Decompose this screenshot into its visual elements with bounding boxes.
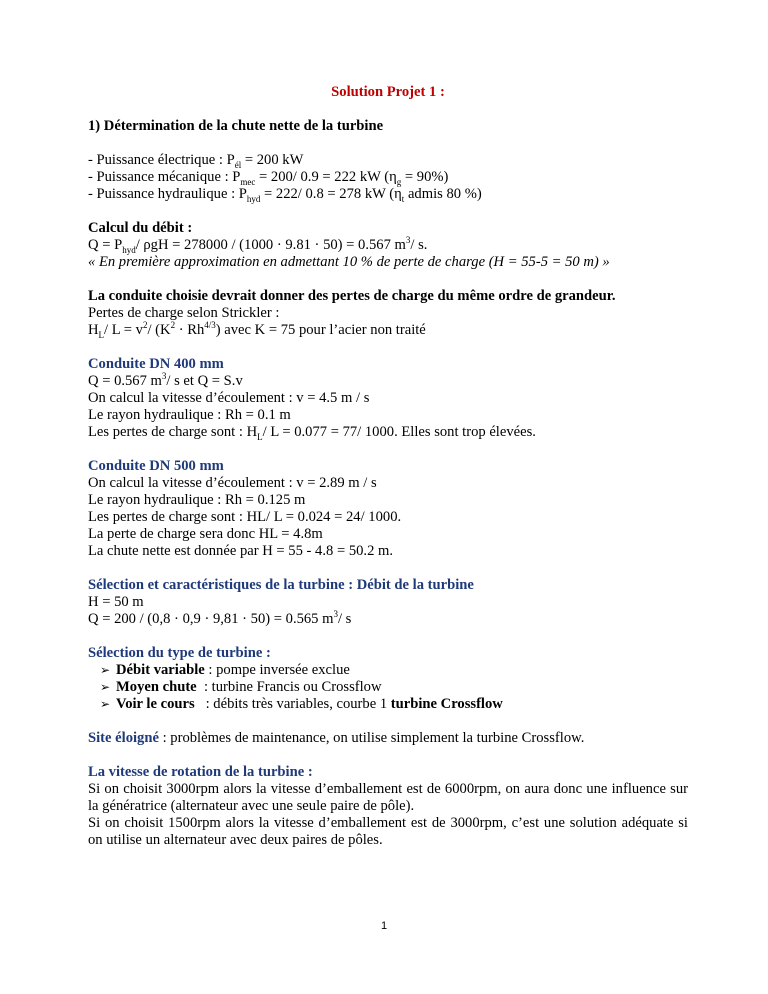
strickler-label: Pertes de charge selon Strickler : [88, 305, 280, 321]
section-heading-chute: 1) Détermination de la chute nette de la turbine [88, 118, 384, 134]
page-title: Solution Projet 1 : [331, 84, 445, 100]
debit-note: « En première approximation en admettant 10 % de perte de charge (H = 55-5 = 50 m) » [88, 254, 610, 270]
puissance-mecanique: - Puissance mécanique : $P_{mec} = 200/$ 0.9 = 222 kW $(\eta_g = 90\%)$ [88, 169, 449, 187]
puissance-electrique: - Puissance électrique : $P_{él} = 200$ kW [88, 152, 304, 170]
debit-heading: Calcul du débit : [88, 220, 193, 236]
dn400-heading: Conduite DN 400 mm [88, 356, 224, 372]
arrow-bullet-icon: ➢ [100, 663, 111, 677]
page-number: 1 [380, 920, 388, 932]
dn400-pertes: Les pertes de charge sont : $H_L/$ L = 0.077 = 77/ 1000. Elles sont trop élevées. [88, 424, 536, 442]
site-paragraph: Site éloigné : problèmes de maintenance, on utilise simplement la turbine Crossflow. [88, 730, 585, 746]
strickler-formula: $H_L/$ $L = v^2/$ $(K^2 \cdot Rh^{4/3})$ avec K = 75 pour l’acier non traité [88, 320, 426, 340]
dn500-vitesse: On calcul la vitesse d’écoulement : v = 2.89 m / s [88, 475, 377, 491]
list-item: ➢ Voir le cours : débits très variables, courbe 1 turbine Crossflow [100, 696, 503, 712]
selection-debit: Q = 200 / (0,8 · 0,9 · 9,81 · 50) = 0.565 $m^3/$ s [88, 609, 352, 627]
vitesse-paragraph-1: Si on choisit 3000rpm alors la vitesse d’emballement est de 6000rpm, on aura donc une influence sur la génératrice (alternateur avec une seule paire de pôle). [88, 781, 688, 814]
selection-chute: H = 50 m [88, 594, 144, 610]
vitesse-paragraph-2: Si on choisit 1500rpm alors la vitesse d’emballement est de 3000rpm, c’est une solution adéquate si on utilise un alternateur avec deux paires de pôles. [88, 815, 688, 848]
dn500-heading: Conduite DN 500 mm [88, 458, 224, 474]
site-label: Site éloigné [88, 730, 159, 746]
list-item: ➢ Débit variable : pompe inversée exclue [100, 662, 350, 678]
puissance-hydraulique: - Puissance hydraulique : $P_{hyd} = 222/$ 0.8 = 278 kW ($\eta_t$ admis 80 %) [88, 186, 482, 204]
dn400-rayon: Le rayon hydraulique : Rh = 0.1 m [88, 407, 291, 423]
dn400-debit: Q = 0.567 $m^3/$ s et Q = S.v [88, 371, 243, 389]
type-heading: Sélection du type de turbine : [88, 645, 271, 661]
conduite-heading: La conduite choisie devrait donner des pertes de charge du même ordre de grandeur. [88, 288, 616, 304]
vitesse-heading: La vitesse de rotation de la turbine : [88, 764, 313, 780]
arrow-bullet-icon: ➢ [100, 680, 111, 694]
debit-formula: $Q = P_{hyd}/$ ρgH = 278000 / (1000 · 9.81 · 50) = 0.567 $m^3/$ s. [88, 235, 428, 255]
selection-heading: Sélection et caractéristiques de la turbine : Débit de la turbine [88, 577, 474, 593]
dn500-chute-nette: La chute nette est donnée par H = 55 - 4.8 = 50.2 m. [88, 543, 394, 559]
document-page [88, 84, 688, 849]
dn500-rayon: Le rayon hydraulique : Rh = 0.125 m [88, 492, 306, 508]
list-item: ➢ Moyen chute : turbine Francis ou Crossflow [100, 679, 382, 695]
dn500-pertes: Les pertes de charge sont : HL/ L = 0.024 = 24/ 1000. [88, 509, 402, 525]
dn400-vitesse: On calcul la vitesse d’écoulement : v = 4.5 m / s [88, 390, 370, 406]
arrow-bullet-icon: ➢ [100, 697, 111, 711]
dn500-perte-charge: La perte de charge sera donc HL = 4.8m [88, 526, 323, 542]
